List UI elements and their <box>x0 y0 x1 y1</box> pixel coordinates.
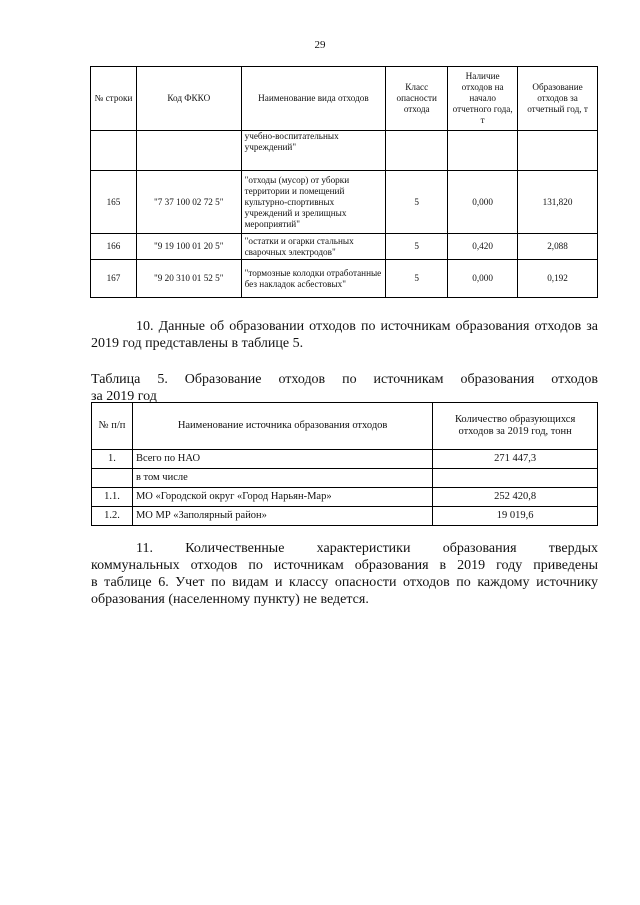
fkko-code: "9 20 310 01 52 5" <box>136 260 241 298</box>
waste-name: "тормозные колодки отработанные без накладок асбестовых" <box>241 260 386 298</box>
start-amount <box>448 131 518 171</box>
waste-types-table <box>90 66 598 298</box>
formed-amount: 2,088 <box>518 234 598 260</box>
paragraph-11-line4: образования (населенному пункту) не ведется. <box>91 592 369 607</box>
fkko-code: "7 37 100 02 72 5" <box>136 171 241 234</box>
waste-name: "остатки и огарки стальных сварочных электродов" <box>241 234 386 260</box>
row-num <box>92 469 133 488</box>
source-name: в том числе <box>132 469 432 488</box>
quantity: 252 420,8 <box>433 488 598 507</box>
row-num: 1.1. <box>92 488 133 507</box>
source-name: МО МР «Заполярный район» <box>132 507 432 526</box>
hazard-class: 5 <box>386 260 448 298</box>
col-header-source-name: Наименование источника образования отходов <box>132 403 432 450</box>
quantity: 19 019,6 <box>433 507 598 526</box>
table5-caption-line2: за 2019 год <box>91 389 157 404</box>
formed-amount: 131,820 <box>518 171 598 234</box>
table-row <box>92 488 598 507</box>
quantity <box>433 469 598 488</box>
paragraph-11-line3: в таблице 6. Учет по видам и классу опасности отходов по каждому источнику <box>91 575 598 590</box>
start-amount: 0,420 <box>448 234 518 260</box>
table-row <box>92 469 598 488</box>
row-num: 1. <box>92 450 133 469</box>
paragraph-10: 10. Данные об образовании отходов по источникам образования отходов за 2019 год представлены в таблице 5. <box>91 319 598 351</box>
row-num: 166 <box>91 234 137 260</box>
fkko-code: "9 19 100 01 20 5" <box>136 234 241 260</box>
col-header-start-amount: Наличие отходов на начало отчетного года, т <box>448 67 518 131</box>
table-row <box>92 507 598 526</box>
table-row <box>91 260 598 298</box>
col-header-fkko-code: Код ФККО <box>136 67 241 131</box>
hazard-class: 5 <box>386 171 448 234</box>
table-row <box>91 131 598 171</box>
table5-caption <box>91 371 598 405</box>
table-header-row <box>91 67 598 131</box>
table-header-row <box>92 403 598 450</box>
table5-caption-line1: Таблица 5. Образование отходов по источникам образования отходов <box>91 372 598 387</box>
col-header-formed-amount: Образование отходов за отчетный год, т <box>518 67 598 131</box>
col-header-waste-name: Наименование вида отходов <box>241 67 386 131</box>
waste-name: учебно-воспитательных учреждений" <box>241 131 386 171</box>
start-amount: 0,000 <box>448 260 518 298</box>
hazard-class <box>386 131 448 171</box>
hazard-class: 5 <box>386 234 448 260</box>
page-number: 29 <box>314 39 326 51</box>
formed-amount <box>518 131 598 171</box>
paragraph-11-line1: 11. Количественные характеристики образования твердых <box>136 541 598 556</box>
quantity: 271 447,3 <box>433 450 598 469</box>
col-header-hazard-class: Класс опасности отхода <box>386 67 448 131</box>
row-num: 165 <box>91 171 137 234</box>
table-row <box>91 171 598 234</box>
row-num: 1.2. <box>92 507 133 526</box>
source-name: Всего по НАО <box>132 450 432 469</box>
paragraph-11-line2: коммунальных отходов по источникам образования в 2019 году приведены <box>91 558 598 573</box>
table-row <box>91 234 598 260</box>
waste-sources-table <box>91 402 598 526</box>
source-name: МО «Городской округ «Город Нарьян-Мар» <box>132 488 432 507</box>
formed-amount: 0,192 <box>518 260 598 298</box>
table-row <box>92 450 598 469</box>
start-amount: 0,000 <box>448 171 518 234</box>
paragraph-11 <box>91 540 598 608</box>
fkko-code <box>136 131 241 171</box>
col-header-num: № п/п <box>92 403 133 450</box>
col-header-row-num: № строки <box>91 67 137 131</box>
row-num <box>91 131 137 171</box>
row-num: 167 <box>91 260 137 298</box>
waste-name: "отходы (мусор) от уборки территории и помещений культурно-спортивных учреждений и зрелищных мероприятий" <box>241 171 386 234</box>
col-header-quantity: Количество образующихся отходов за 2019 год, тонн <box>433 403 598 450</box>
